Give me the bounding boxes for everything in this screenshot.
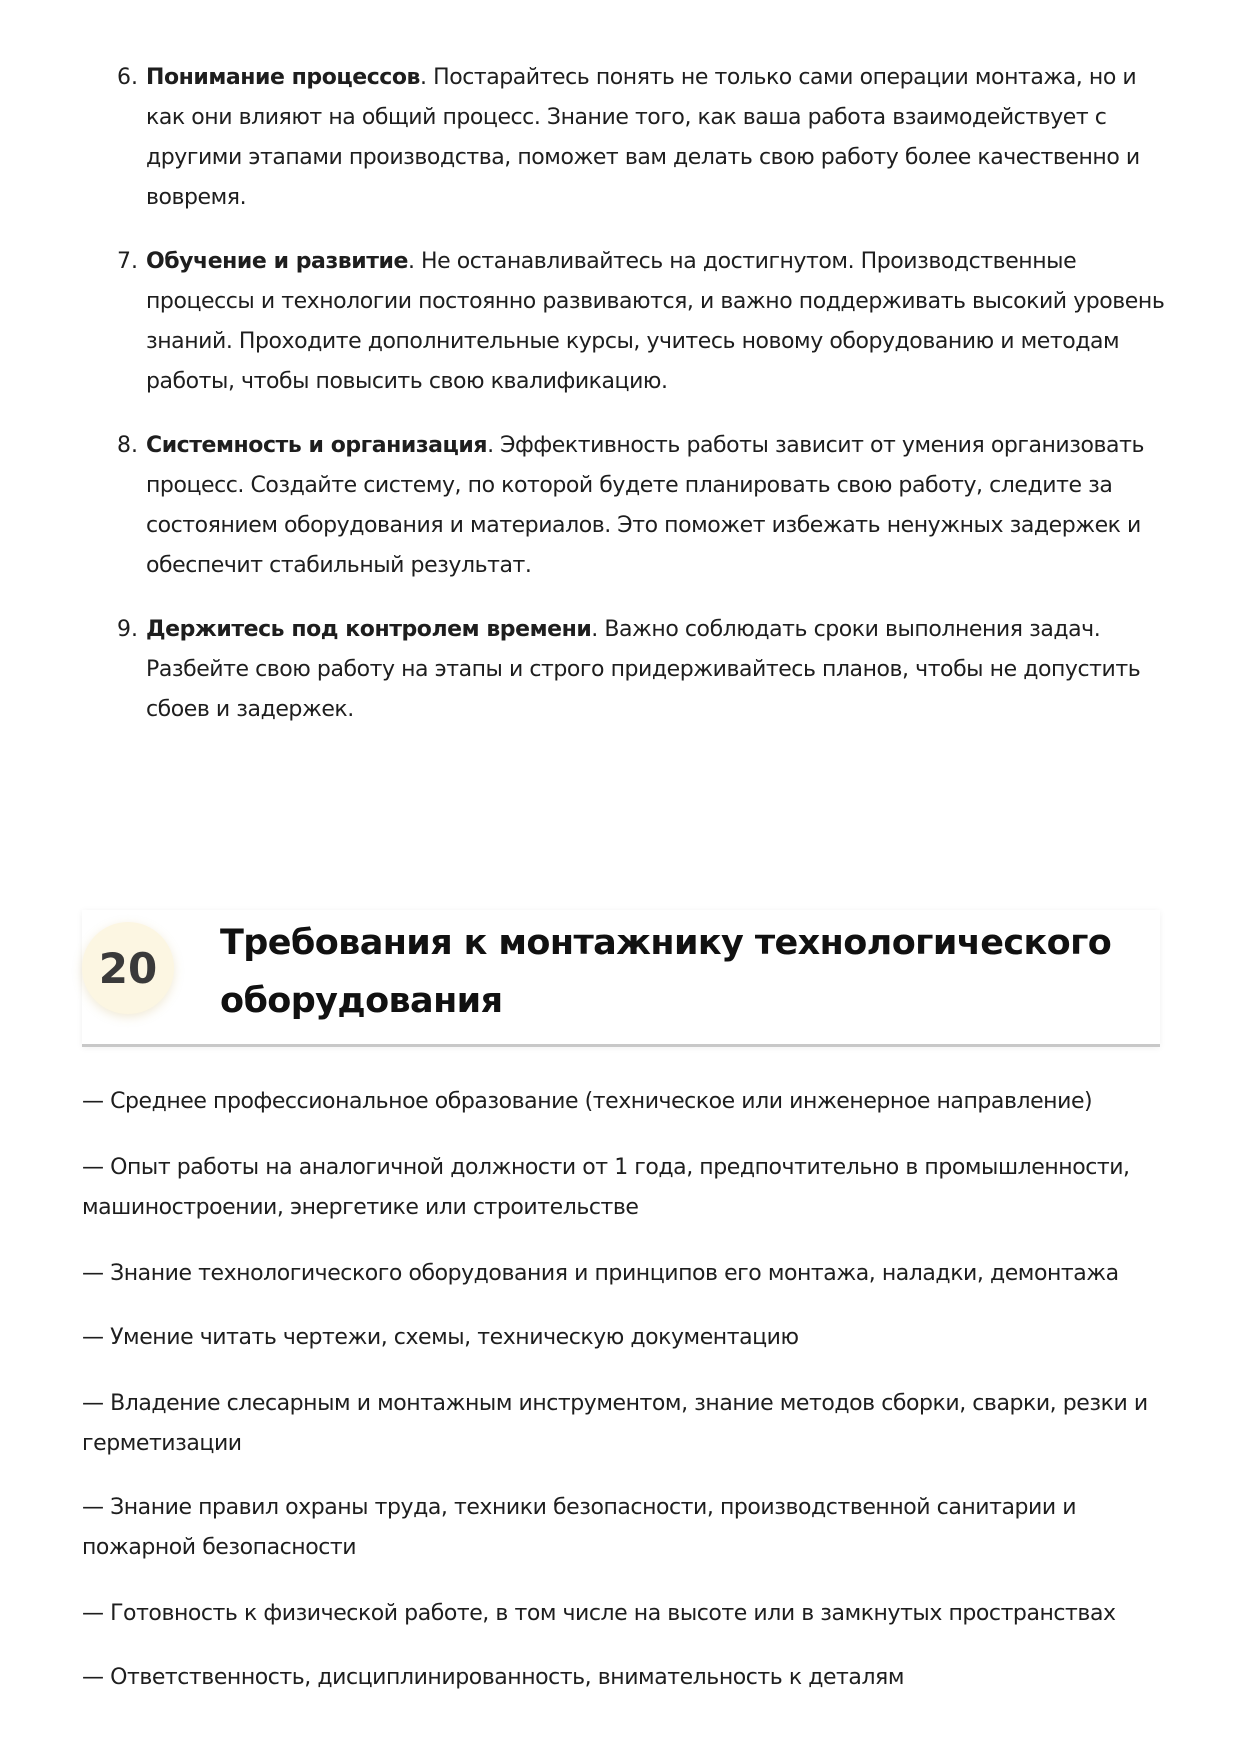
list-item-body: . Постарайтесь понять не только сами операции монтажа, но и как они влияют на общий процесс. Знание того, как ваша работа взаимодействует с другими этапами производства, поможет вам делать свою работу более качественно и вовремя. bbox=[146, 65, 1140, 210]
list-item-body: . Важно соблюдать сроки выполнения задач. Разбейте свою работу на этапы и строго придерживайтесь планов, чтобы не допустить сбоев и задержек. bbox=[146, 617, 1141, 722]
list-item-body: . Не останавливайтесь на достигнутом. Производственные процессы и технологии постоянно развиваются, и важно поддерживать высокий уровень знаний. Проходите дополнительные курсы, учитесь новому оборудованию и методам работы, чтобы повысить свою квалификацию. bbox=[146, 249, 1165, 394]
requirement-item: — Умение читать чертежи, схемы, техническую документацию bbox=[82, 1325, 799, 1350]
list-item-number: 6. bbox=[117, 65, 138, 90]
list-item-title: Держитесь под контролем времени bbox=[146, 617, 592, 642]
list-item-title: Понимание процессов bbox=[146, 65, 421, 90]
list-item-text bbox=[146, 242, 1166, 402]
list-item-text bbox=[146, 58, 1166, 218]
requirement-item: — Знание правил охраны труда, техники безопасности, производственной санитарии и пожарной безопасности bbox=[82, 1495, 1077, 1560]
list-item-title: Обучение и развитие bbox=[146, 249, 408, 274]
requirement-item: — Ответственность, дисциплинированность, внимательность к деталям bbox=[82, 1665, 904, 1690]
requirement-item: — Знание технологического оборудования и принципов его монтажа, наладки, демонтажа bbox=[82, 1261, 1119, 1286]
requirement-item: — Готовность к физической работе, в том числе на высоте или в замкнутых пространствах bbox=[82, 1601, 1116, 1626]
list-item-number: 7. bbox=[117, 249, 138, 274]
section-title: Требования к монтажнику технологического оборудования bbox=[220, 923, 1112, 1021]
list-item-number: 9. bbox=[117, 617, 138, 642]
requirement-item: — Опыт работы на аналогичной должности от 1 года, предпочтительно в промышленности, машиностроении, энергетике или строительстве bbox=[82, 1155, 1130, 1220]
list-item-text bbox=[146, 426, 1166, 586]
list-item-title: Системность и организация bbox=[146, 433, 488, 458]
list-item-text bbox=[146, 610, 1166, 730]
requirement-item: — Среднее профессиональное образование (техническое или инженерное направление) bbox=[82, 1089, 1093, 1114]
requirement-item: — Владение слесарным и монтажным инструментом, знание методов сборки, сварки, резки и герметизации bbox=[82, 1391, 1148, 1456]
section-number-badge: 20 bbox=[82, 922, 174, 1014]
section-header bbox=[82, 910, 1160, 1047]
list-item-body: . Эффективность работы зависит от умения организовать процесс. Создайте систему, по которой будете планировать свою работу, следите за состоянием оборудования и материалов. Это поможет избежать ненужных задержек и обеспечит стабильный результат. bbox=[146, 433, 1144, 578]
list-item-number: 8. bbox=[117, 433, 138, 458]
